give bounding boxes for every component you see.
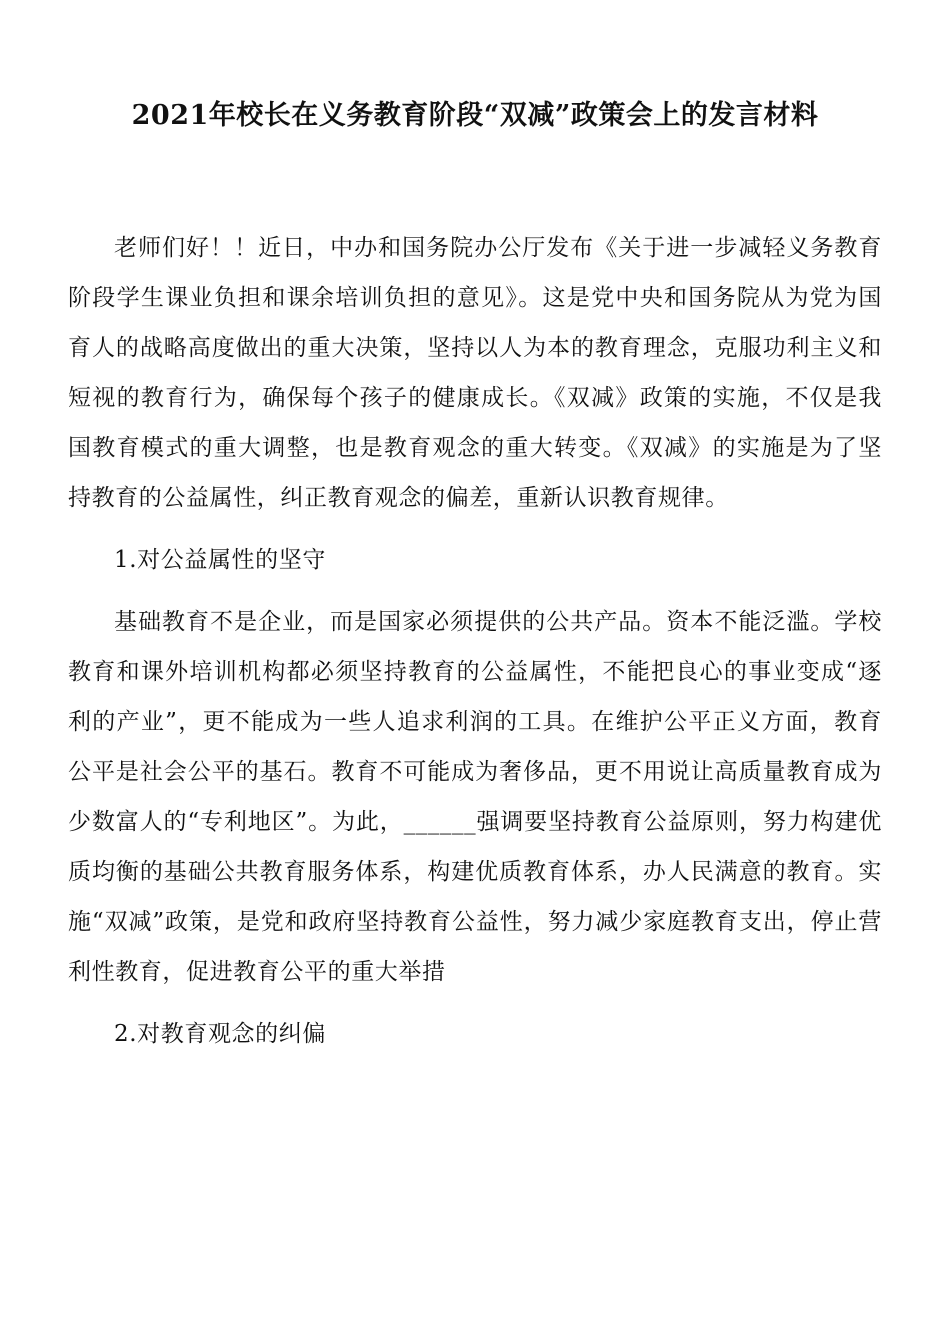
document-title: 2021年校长在义务教育阶段“双减”政策会上的发言材料 [131, 100, 819, 131]
paragraph-intro: 老师们好！！近日，中办和国务院办公厅发布《关于进一步减轻义务教育阶段学生课业负担和课余培训负担的意见》。这是党中央和国务院从为党为国育人的战略高度做出的重大决策，坚持以人为本的教育理念，克服功利主义和短视的教育行为，确保每个孩子的健康成长。《双减》政策的实施，不仅是我国教育模式的重大调整，也是教育观念的重大转变。《双减》的实施是为了坚持教育的公益属性，纠正教育观念的偏差，重新认识教育规律。 [68, 235, 882, 511]
section-heading-1: 1.对公益属性的坚守 [114, 547, 326, 573]
section-heading-2: 2.对教育观念的纠偏 [114, 1021, 326, 1047]
document-body [68, 223, 882, 1071]
paragraph-public-welfare: 基础教育不是企业，而是国家必须提供的公共产品。资本不能泛滥。学校教育和课外培训机构都必须坚持教育的公益属性，不能把良心的事业变成“逐利的产业”，更不能成为一些人追求利润的工具。在维护公平正义方面，教育公平是社会公平的基石。教育不可能成为奢侈品，更不用说让高质量教育成为少数富人的“专利地区”。为此，______强调要坚持教育公益原则，努力构建优质均衡的基础公共教育服务体系，构建优质教育体系，办人民满意的教育。实施“双减”政策，是党和政府坚持教育公益性，努力减少家庭教育支出，停止营利性教育，促进教育公平的重大举措 [68, 609, 882, 985]
